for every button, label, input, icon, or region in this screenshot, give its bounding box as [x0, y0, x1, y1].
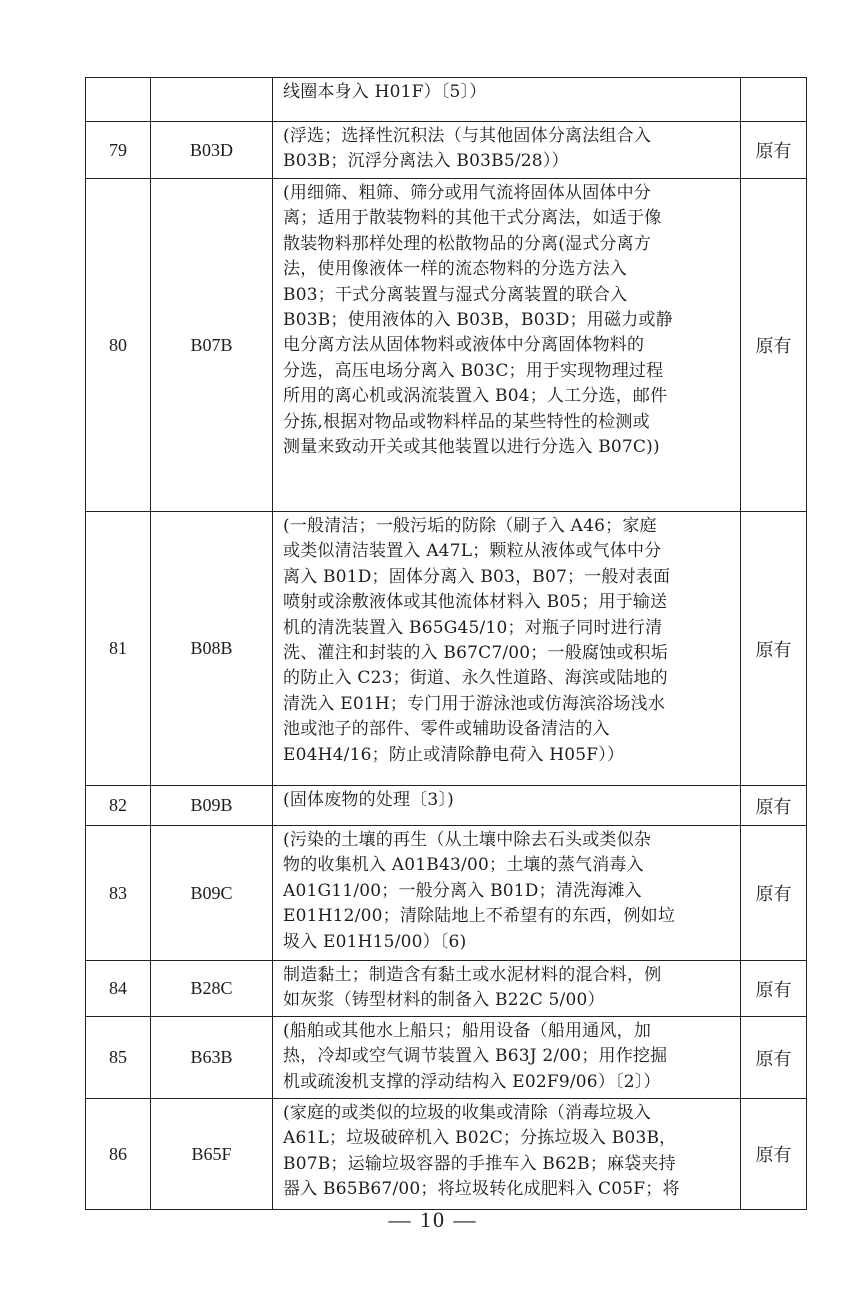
description-line: 分选，高压电场分离入 B03C；用于实现物理过程: [283, 360, 664, 381]
code-description: [273, 512, 741, 786]
row-number: 86: [86, 1099, 151, 1210]
row-number: 79: [86, 122, 151, 179]
status-note: 原有: [741, 122, 807, 179]
table-row: [86, 512, 807, 786]
table-row: [86, 179, 807, 512]
table-row: [86, 826, 807, 961]
table-row: [86, 122, 807, 179]
code-description: [273, 1099, 741, 1210]
row-number: 84: [86, 961, 151, 1017]
row-number: 80: [86, 179, 151, 512]
status-note: 原有: [741, 1099, 807, 1210]
description-line: 散装物料那样处理的松散物品的分离(湿式分离方: [283, 233, 652, 254]
table-row: [86, 1099, 807, 1210]
code-description: [273, 78, 741, 122]
status-note: 原有: [741, 826, 807, 961]
ipc-code: B07B: [151, 179, 273, 512]
row-number: 83: [86, 826, 151, 961]
description-line: E04H4/16；防止或清除静电荷入 H05F））: [283, 744, 625, 765]
code-description: [273, 1017, 741, 1099]
description-line: 测量来致动开关或其他装置以进行分选入 B07C)): [283, 437, 660, 458]
description-line: 法，使用像液体一样的流态物料的分选方法入: [283, 259, 627, 280]
table-row: [86, 786, 807, 826]
table-row: [86, 961, 807, 1017]
table-body: [86, 78, 807, 1210]
description-line: (船舶或其他水上船只；船用设备（船用通风，加: [283, 1021, 652, 1041]
table-row: [86, 78, 807, 122]
row-number: 85: [86, 1017, 151, 1099]
description-line: A61L；垃圾破碎机入 B02C；分拣垃圾入 B03B，: [283, 1128, 677, 1149]
ipc-code: B65F: [151, 1099, 273, 1210]
description-line: 热，冷却或空气调节装置入 B63J 2/00；用作挖掘: [283, 1046, 668, 1067]
description-line: B03；干式分离装置与湿式分离装置的联合入: [283, 284, 628, 305]
code-description: [273, 179, 741, 512]
description-line: 清洗入 E01H；专门用于游泳池或仿海滨浴场浅水: [283, 693, 666, 714]
description-line: 线圈本身入 H01F）〔5〕）: [283, 82, 487, 102]
status-note: [741, 78, 807, 122]
description-line: B07B；运输垃圾容器的手推车入 B62B；麻袋夹持: [283, 1153, 676, 1174]
page-number: — 10 —: [388, 1207, 478, 1232]
description-line: 电分离方法从固体物料或液体中分离固体物料的: [283, 335, 645, 356]
ipc-code: B63B: [151, 1017, 273, 1099]
description-line: 制造黏土；制造含有黏土或水泥材料的混合料，例: [283, 965, 662, 985]
description-line: 离；适用于散装物料的其他干式分离法，如适于像: [283, 208, 662, 229]
description-line: 机或疏浚机支撑的浮动结构入 E02F9/06）〔2〕）: [283, 1071, 661, 1092]
description-line: 机的清洗装置入 B65G45/10；对瓶子同时进行清: [283, 617, 663, 638]
description-line: 器入 B65B67/00；将垃圾转化成肥料入 C05F；将: [283, 1179, 680, 1200]
description-line: (用细筛、粗筛、筛分或用气流将固体从固体中分: [283, 183, 652, 203]
classification-table: [85, 77, 807, 1210]
row-number: [86, 78, 151, 122]
ipc-code: B09C: [151, 826, 273, 961]
code-description: [273, 961, 741, 1017]
status-note: 原有: [741, 512, 807, 786]
description-line: (家庭的或类似的垃圾的收集或清除（消毒垃圾入: [283, 1103, 652, 1123]
description-line: B03B；使用液体的入 B03B，B03D；用磁力或静: [283, 310, 673, 331]
description-line: 圾入 E01H15/00）〔6): [283, 931, 467, 952]
table-row: [86, 1017, 807, 1099]
description-line: 分拣,根据对物品或物料样品的某些特性的检测或: [283, 411, 650, 432]
description-line: (固体废物的处理〔3〕): [283, 790, 454, 810]
description-line: 离入 B01D；固体分离入 B03，B07；一般对表面: [283, 566, 671, 587]
code-description: [273, 826, 741, 961]
status-note: 原有: [741, 1017, 807, 1099]
description-line: B03B；沉浮分离法入 B03B5/28））: [283, 151, 569, 172]
description-line: 所用的离心机或涡流装置入 B04；人工分选，邮件: [283, 386, 668, 407]
row-number: 81: [86, 512, 151, 786]
description-line: 的防止入 C23；街道、永久性道路、海滨或陆地的: [283, 668, 668, 689]
ipc-code: B03D: [151, 122, 273, 179]
description-line: 或类似清洁装置入 A47L；颗粒从液体或气体中分: [283, 541, 662, 562]
description-line: E01H12/00；清除陆地上不希望有的东西，例如垃: [283, 906, 676, 927]
ipc-code: [151, 78, 273, 122]
row-number: 82: [86, 786, 151, 826]
status-note: 原有: [741, 179, 807, 512]
description-line: 物的收集机入 A01B43/00；土壤的蒸气消毒入: [283, 855, 644, 876]
description-line: A01G11/00；一般分离入 B01D；清洗海滩入: [283, 880, 642, 901]
description-line: (污染的土壤的再生（从土壤中除去石头或类似杂: [283, 830, 652, 850]
description-line: 喷射或涂敷液体或其他流体材料入 B05；用于输送: [283, 592, 668, 613]
status-note: 原有: [741, 961, 807, 1017]
code-description: [273, 122, 741, 179]
description-line: 池或池子的部件、零件或辅助设备清洁的入: [283, 719, 610, 740]
description-line: 如灰浆（铸型材料的制备入 B22C 5/00）: [283, 990, 605, 1011]
ipc-code: B28C: [151, 961, 273, 1017]
description-line: 洗、灌注和封装的入 B67C7/00；一般腐蚀或积垢: [283, 643, 668, 664]
ipc-code: B09B: [151, 786, 273, 826]
code-description: [273, 786, 741, 826]
description-line: (浮选；选择性沉积法（与其他固体分离法组合入: [283, 126, 652, 146]
ipc-code: B08B: [151, 512, 273, 786]
description-line: (一般清洁；一般污垢的防除（刷子入 A46；家庭: [283, 516, 657, 536]
status-note: 原有: [741, 786, 807, 826]
